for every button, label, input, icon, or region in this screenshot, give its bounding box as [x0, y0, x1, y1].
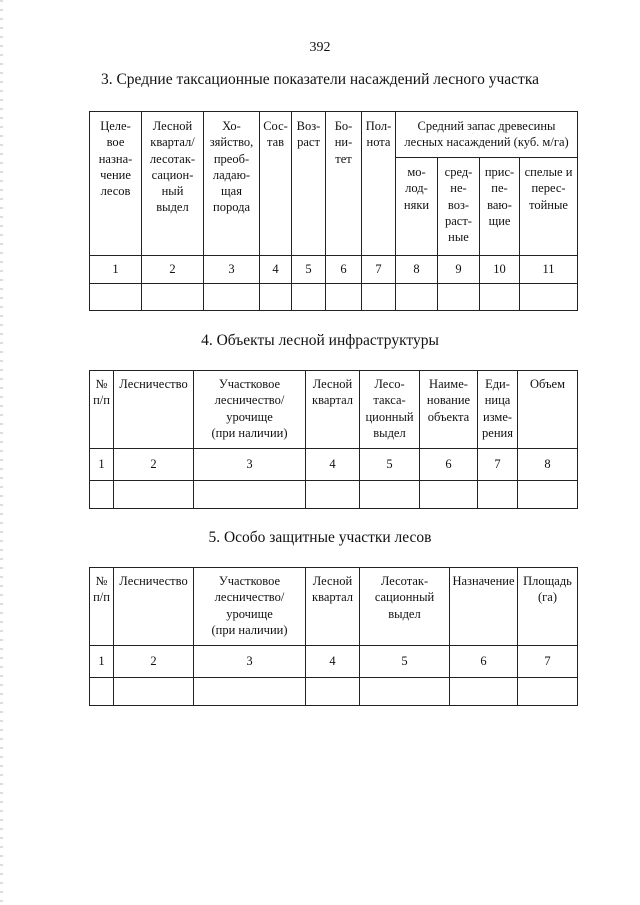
section-5-title: 5. Особо защитные участки лесов [208, 529, 432, 546]
column-number: 4 [260, 256, 292, 284]
table-row-empty [90, 678, 578, 706]
header-density: Пол- нота [362, 112, 396, 256]
header-dominant-species: Хо- зяйство, преоб- ладаю- щая порода [204, 112, 260, 256]
header-middle-aged: сред- не- воз- раст- ные [438, 158, 480, 256]
column-number: 1 [90, 449, 114, 481]
header-composition: Сос- тав [260, 112, 292, 256]
section-3-title: 3. Средние таксационные показатели насаждений лесного участка [100, 71, 540, 88]
column-number: 9 [438, 256, 480, 284]
column-number: 1 [90, 256, 142, 284]
scan-edge-marks [0, 0, 3, 905]
column-number: 5 [292, 256, 326, 284]
header-forestry: Лесничество [114, 371, 194, 449]
header-quarter-plot: Лесной квартал/ лесотак- сацион- ный выдел [142, 112, 204, 256]
header-purpose: Целе- вое назна- чение лесов [90, 112, 142, 256]
table-row-empty [90, 481, 578, 509]
column-number: 11 [520, 256, 578, 284]
header-district-forestry: Участковое лесничество/ урочище (при наличии) [194, 371, 306, 449]
column-number: 4 [306, 646, 360, 678]
header-volume: Объем [518, 371, 578, 449]
header-timber-stock-group: Средний запас древесины лесных насаждений (куб. м/га) [396, 112, 578, 158]
header-object-name: Наиме- нование объекта [420, 371, 478, 449]
column-number: 7 [478, 449, 518, 481]
section-4-title: 4. Объекты лесной инфраструктуры [201, 332, 439, 349]
column-number: 5 [360, 449, 420, 481]
column-number: 2 [114, 449, 194, 481]
column-number: 6 [450, 646, 518, 678]
column-number: 2 [142, 256, 204, 284]
header-row-number: № п/п [90, 371, 114, 449]
column-number: 5 [360, 646, 450, 678]
column-number: 6 [326, 256, 362, 284]
header-age: Воз- раст [292, 112, 326, 256]
table-special-protective-areas [89, 567, 578, 706]
column-number: 7 [362, 256, 396, 284]
column-number: 6 [420, 449, 478, 481]
header-purpose: Назначение [450, 568, 518, 646]
page-number: 392 [309, 40, 331, 55]
table-stand-indicators [89, 111, 578, 311]
column-number: 2 [114, 646, 194, 678]
header-plot: Лесотак- сационный выдел [360, 568, 450, 646]
column-number: 8 [396, 256, 438, 284]
column-number: 4 [306, 449, 360, 481]
header-row-number: № п/п [90, 568, 114, 646]
column-number: 10 [480, 256, 520, 284]
column-number: 3 [194, 449, 306, 481]
header-area: Площадь (га) [518, 568, 578, 646]
column-number: 3 [194, 646, 306, 678]
header-premature: прис- пе- ваю- щие [480, 158, 520, 256]
header-site-class: Бо- ни- тет [326, 112, 362, 256]
column-number: 8 [518, 449, 578, 481]
column-number: 3 [204, 256, 260, 284]
header-forest-quarter: Лесной квартал [306, 371, 360, 449]
header-young: мо- лод- няки [396, 158, 438, 256]
header-unit: Еди- ница изме- рения [478, 371, 518, 449]
header-plot: Лесо- такса- ционный выдел [360, 371, 420, 449]
header-mature: спелые и перес- тойные [520, 158, 578, 256]
table-row-empty [90, 284, 578, 311]
column-number: 7 [518, 646, 578, 678]
header-forest-quarter: Лесной квартал [306, 568, 360, 646]
header-forestry: Лесничество [114, 568, 194, 646]
column-number: 1 [90, 646, 114, 678]
table-forest-infrastructure [89, 370, 578, 509]
header-district-forestry: Участковое лесничество/ урочище (при наличии) [194, 568, 306, 646]
